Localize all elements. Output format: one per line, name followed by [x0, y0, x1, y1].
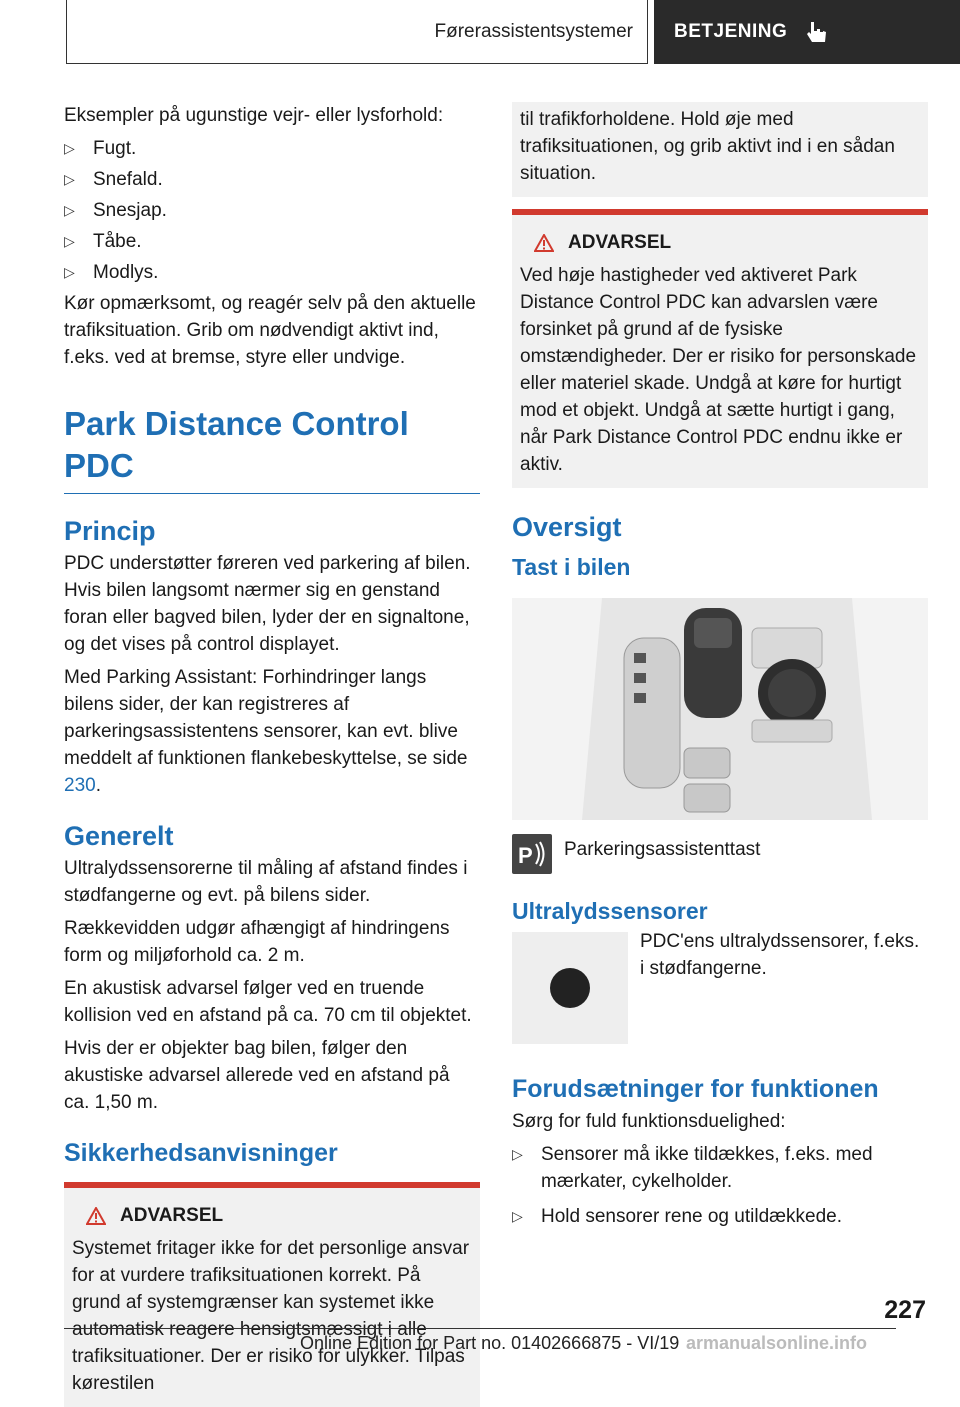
watermark: armanualsonline.info — [686, 1333, 868, 1353]
edition-text: Online Edition for Part no. 01402666875 - VI/19 — [300, 1333, 680, 1353]
generelt-paragraph: En akustisk advarsel følger ved en truende kollision ved en afstand på ca. 70 cm til objektet. — [64, 978, 472, 1026]
triangle-bullet-icon: ▷ — [512, 1146, 523, 1162]
generelt-paragraph: Ultralydssensorerne til måling af afstand findes i stødfangerne og evt. på bilens sider. — [64, 858, 468, 906]
chapter-label: BETJENING — [674, 21, 788, 42]
generelt-paragraph: Rækkevidden udgør afhængigt af hindringens form og miljøforhold ca. 2 m. — [64, 918, 450, 966]
warning-triangle-icon — [86, 1207, 106, 1225]
warning-triangle-icon — [534, 234, 554, 252]
left-column — [64, 102, 480, 1407]
warning-box — [512, 209, 928, 488]
hand-pointer-icon — [805, 20, 827, 44]
chapter-tab[interactable] — [654, 0, 960, 64]
princip-heading: Princip — [64, 516, 156, 546]
triangle-bullet-icon: ▷ — [64, 171, 75, 187]
triangle-bullet-icon: ▷ — [64, 233, 75, 249]
advice-paragraph: Kør opmærksomt, og reagér selv på den aktuelle trafiksituation. Grib om nødvendigt aktivt ind, f.eks. ved at bremse, styre eller undvige. — [64, 293, 476, 368]
warning-text: til trafikforholdene. Hold øje med trafiksituationen, og grib aktivt ind i en sådan situation. — [520, 109, 895, 184]
warning-box-continued — [512, 102, 928, 197]
ultralyd-text: PDC'ens ultralydssensorer, f.eks. i stødfangerne. — [640, 931, 920, 979]
conditions-list — [64, 135, 480, 286]
list-item: ▷ Snesjap. — [64, 197, 480, 224]
sensor-dot-icon — [550, 968, 590, 1008]
caption-row — [512, 834, 928, 874]
center-console-photo — [512, 598, 928, 820]
conditions-intro: Eksempler på ugunstige vejr- eller lysforhold: — [64, 105, 444, 126]
list-item: ▷ Snefald. — [64, 166, 480, 193]
list-item: ▷ Hold sensorer rene og utildækkede. — [512, 1203, 928, 1230]
princip-paragraph: PDC understøtter føreren ved parkering af bilen. Hvis bilen langsomt nærmer sig en genstand foran eller bagved bilen, lyder der en signaltone, og det vises på control displayet. — [64, 553, 471, 655]
generelt-heading: Generelt — [64, 821, 174, 851]
list-item: ▷ Fugt. — [64, 135, 480, 162]
list-item: ▷ Tåbe. — [64, 228, 480, 255]
parking-assistant-icon — [512, 834, 552, 874]
svg-text:P: P — [518, 843, 533, 868]
oversigt-heading: Oversigt — [512, 512, 622, 542]
warning-label: ADVARSEL — [568, 232, 672, 253]
page-header — [66, 0, 960, 64]
list-item: ▷ Sensorer må ikke tildækkes, f.eks. med mærkater, cykelholder. — [512, 1141, 928, 1195]
triangle-bullet-icon: ▷ — [64, 140, 75, 156]
forud-intro: Sørg for fuld funktionsduelighed: — [512, 1111, 786, 1132]
forud-heading: Forudsætninger for funktionen — [512, 1075, 879, 1103]
triangle-bullet-icon: ▷ — [512, 1208, 523, 1224]
sensor-row — [512, 932, 928, 1044]
right-column — [512, 102, 928, 1234]
forud-list — [512, 1141, 928, 1230]
sensor-photo — [512, 932, 628, 1044]
button-caption: Parkeringsassistenttast — [564, 839, 761, 860]
section-title: Førerassistentsystemer — [66, 0, 648, 64]
safety-heading: Sikkerhedsanvisninger — [64, 1139, 338, 1167]
page-title: Park Distance Control PDC — [64, 403, 480, 494]
warning-label: ADVARSEL — [120, 1205, 224, 1226]
page-number: 227 — [884, 1296, 926, 1324]
center-console-illustration — [512, 598, 928, 820]
triangle-bullet-icon: ▷ — [64, 264, 75, 280]
page-link[interactable]: 230 — [64, 775, 96, 796]
parking-assistant-paragraph: Med Parking Assistant: Forhindringer langs bilens sider, der kan registreres af parkeringsassistentens sensorer, kan evt. blive meddelt af funktionen flankebeskyttelse, se side 230. — [64, 667, 468, 796]
warning-text: Systemet fritager ikke for det personlige ansvar for at vurdere trafiksituationen korrekt. På grund af systemgrænser kan systemet ikke automatisk reagere hensigtsmæssigt i alle trafiksituationer. Der er risiko for ulykker. Tilpas kørestilen — [72, 1238, 470, 1394]
warning-box — [64, 1182, 480, 1407]
ultralyd-heading: Ultralydssensorer — [512, 898, 708, 924]
list-item: ▷ Modlys. — [64, 259, 480, 286]
warning-text: Ved høje hastigheder ved aktiveret Park Distance Control PDC kan advarslen være forsinket på grund af de fysiske omstændigheder. Der er risiko for personskade eller materiel skade. Undgå at køre for hurtigt mod et objekt. Undgå at sætte hurtigt i gang, når Park Distance Control PDC endnu ikke er aktiv. — [520, 265, 917, 475]
generelt-paragraph: Hvis der er objekter bag bilen, følger den akustiske advarsel allerede ved en afstand på ca. 1,50 m. — [64, 1038, 450, 1113]
footer-rule — [64, 1328, 896, 1329]
tast-heading: Tast i bilen — [512, 554, 631, 580]
triangle-bullet-icon: ▷ — [64, 202, 75, 218]
